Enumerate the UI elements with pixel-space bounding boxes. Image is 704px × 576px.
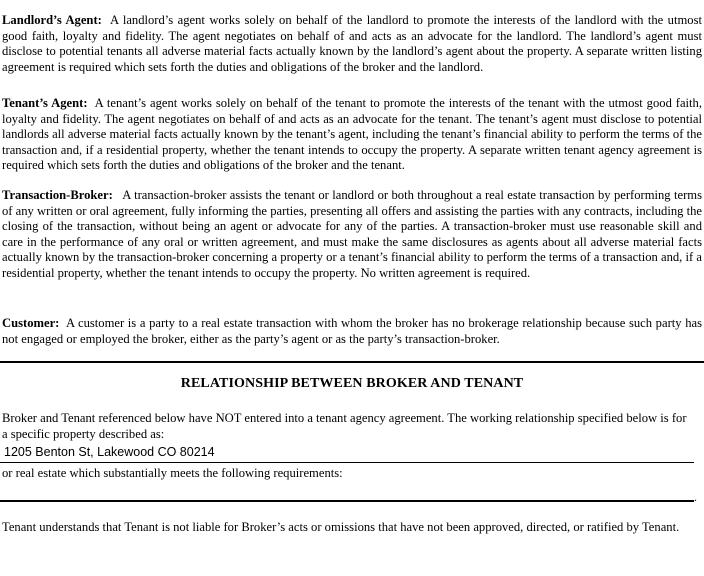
transaction-broker-definition [2, 188, 702, 281]
tenant-agent-definition [2, 96, 702, 174]
section-divider [0, 361, 704, 363]
requirements-field[interactable] [4, 482, 692, 498]
customer-text: A customer is a party to a real estate transaction with whom the broker has no brokerage relationship because such party has not engaged or employed the broker, either as the party’s agent or as the party’s transaction-broker. [2, 316, 702, 346]
transaction-broker-text: A transaction-broker assists the tenant or landlord or both throughout a real estate transaction by performing terms of any written or oral agreement, fully informing the parties, presenting all offers and assisting the parties with any contracts, including the closing of the transaction, without being an agent or advocate for any of the parties. A transaction-broker must use reasonable skill and care in the performance of any oral or written agreement, and must make the same disclosures as agents about all adverse material facts actually known by the transaction-broker concerning a property or a tenant’s financial ability to perform the terms of a transaction and, if a residential property, whether the tenant intends to occupy the property. No written agreement is required. [2, 188, 702, 280]
liability-statement: Tenant understands that Tenant is not liable for Broker’s acts or omissions that have not been approved, directed, or ratified by Tenant. [2, 520, 680, 534]
requirements-underline [0, 500, 694, 502]
property-address-field[interactable]: 1205 Benton St, Lakewood CO 80214 [4, 445, 215, 459]
transaction-broker-term: Transaction-Broker: [2, 188, 113, 202]
requirements-trailing-mark: . [694, 490, 697, 504]
landlord-agent-text: A landlord’s agent works solely on behalf of the landlord to promote the interests of the landlord with the utmost good faith, loyalty and fidelity. The agent negotiates on behalf of and acts as an advocate for the landlord. The landlord’s agent must disclose to potential tenants all adverse material facts actually known by the landlord’s agent about the property. A separate written listing agreement is required which sets forth the duties and obligations of the broker and the landlord. [2, 13, 702, 74]
property-address-underline [0, 462, 694, 463]
customer-definition [2, 316, 702, 347]
tenant-agent-text: A tenant’s agent works solely on behalf of the tenant to promote the interests of the tenant with the utmost good faith, loyalty and fidelity. The agent negotiates on behalf of and acts as an advocate for the tenant. The tenant’s agent must disclose to potential landlords all adverse material facts actually known by the tenant’s agent, including the tenant’s financial ability to perform the terms of the transaction and, if a residential property, whether the tenant intends to occupy the property. A separate written tenant agency agreement is required which sets forth the duties and obligations of the broker and the tenant. [2, 96, 702, 172]
tenant-agent-term: Tenant’s Agent: [2, 96, 88, 110]
section-heading: RELATIONSHIP BETWEEN BROKER AND TENANT [180, 376, 524, 391]
section-intro: Broker and Tenant referenced below have NOT entered into a tenant agency agreement. The working relationship specified below is for a specific property described as: [2, 411, 687, 441]
requirements-label: or real estate which substantially meets the following requirements: [2, 466, 343, 480]
landlord-agent-definition [2, 13, 702, 75]
landlord-agent-term: Landlord’s Agent: [2, 13, 102, 27]
customer-term: Customer: [2, 316, 60, 330]
